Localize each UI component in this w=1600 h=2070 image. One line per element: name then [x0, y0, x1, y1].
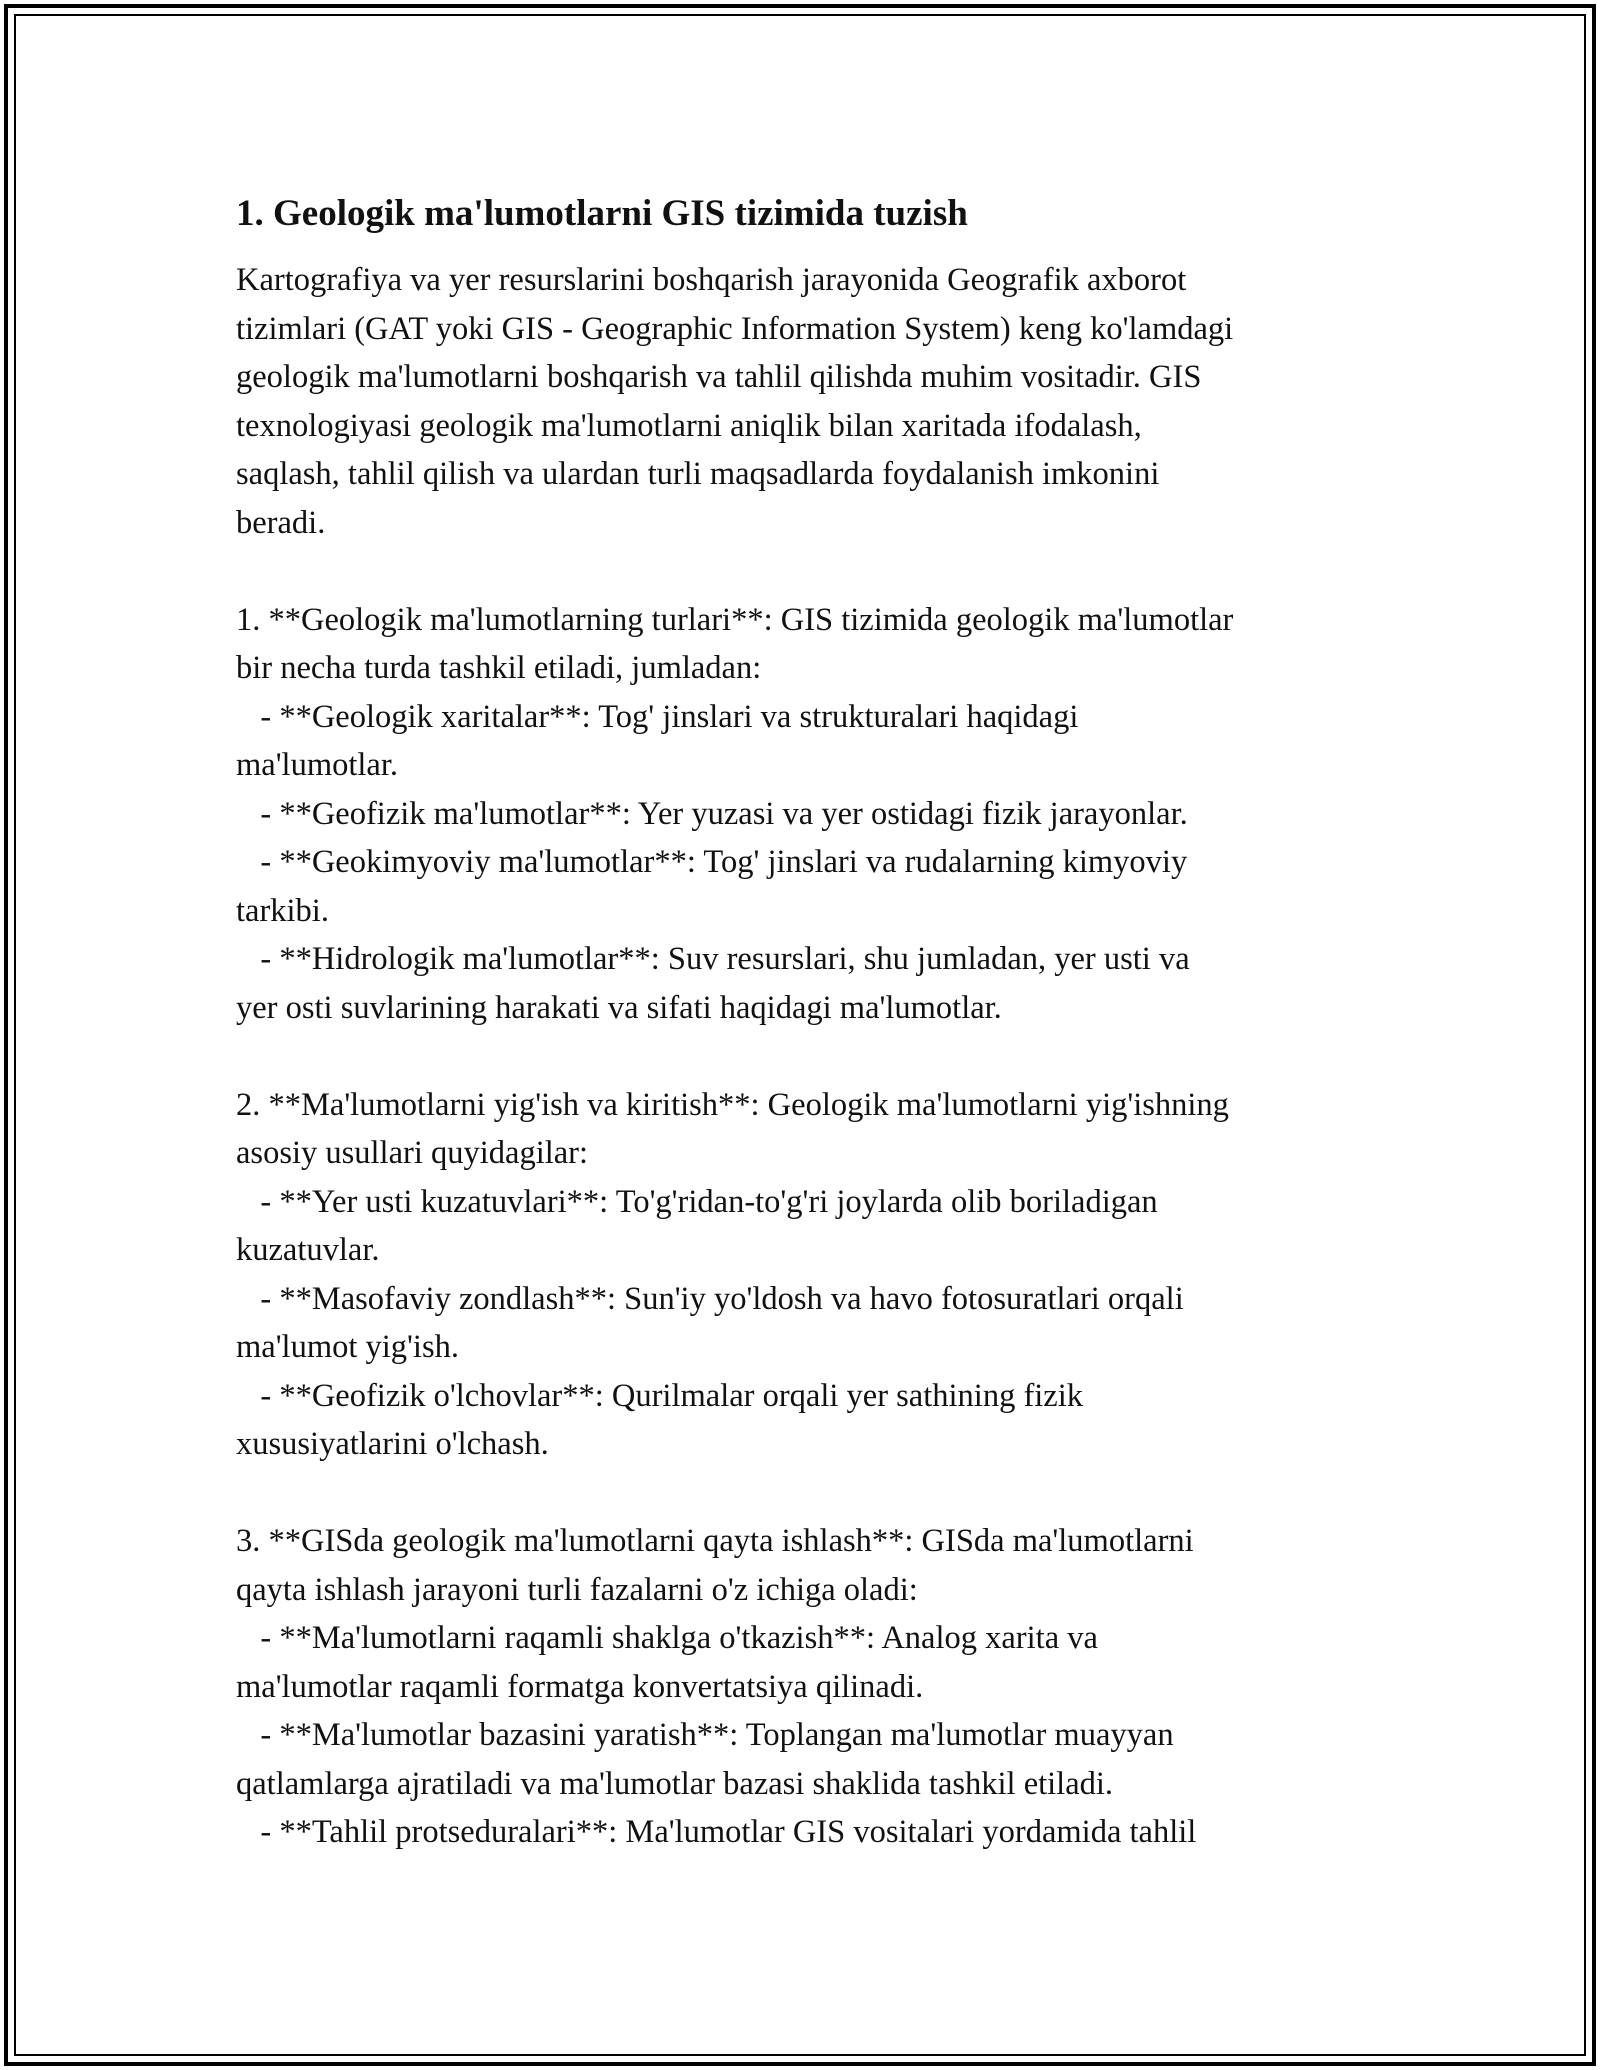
paragraph-gap	[236, 547, 1376, 596]
paragraph-gap	[236, 1469, 1376, 1518]
document-body	[236, 188, 1376, 1857]
intro-paragraph: Kartografiya va yer resurslarini boshqarish jarayonida Geografik axborot tizimlari (GAT yoki GIS - Geographic Information System) keng ko'lamdagi geologik ma'lumotlarni boshqarish va tahlil qilishda muhim vositadir. GIS texnologiyasi geologik ma'lumotlarni aniqlik bilan xaritada ifodalash, saqlash, tahlil qilish va ulardan turli maqsadlarda foydalanish imkonini beradi.	[236, 262, 1234, 541]
section-data-collection: 2. **Ma'lumotlarni yig'ish va kiritish**: Geologik ma'lumotlarni yig'ishning asosiy usullari quyidagilar: - **Yer usti kuzatuvlari**: To'g'ridan-to'g'ri joylarda olib boriladigan kuzatuvlar. - **Masofaviy zondlash**: Sun'iy yo'ldosh va havo fotosuratlari orqali ma'lumot yig'ish. - **Geofizik o'lchovlar**: Qurilmalar orqali yer sathining fizik xususiyatlarini o'lchash.	[236, 1086, 1229, 1462]
section-data-processing: 3. **GISda geologik ma'lumotlarni qayta ishlash**: GISda ma'lumotlarni qayta ishlash jarayoni turli fazalarni o'z ichiga oladi: - **Ma'lumotlarni raqamli shaklga o'tkazish**: Analog xarita va ma'lumotlar raqamli formatga konvertatsiya qilinadi. - **Ma'lumotlar bazasini yaratish**: Toplangan ma'lumotlar muayyan qatlamlarga ajratiladi va ma'lumotlar bazasi shaklida tashkil etiladi. - **Tahlil protseduralari**: Ma'lumotlar GIS vositalari yordamida tahlil	[236, 1523, 1197, 1850]
document-title: 1. Geologik ma'lumotlarni GIS tizimida tuzish	[236, 193, 968, 234]
paragraph-gap	[236, 1032, 1376, 1081]
section-data-types: 1. **Geologik ma'lumotlarning turlari**: GIS tizimida geologik ma'lumotlar bir necha turda tashkil etiladi, jumladan: - **Geologik xaritalar**: Tog' jinslari va strukturalari haqidagi ma'lumotlar. - **Geofizik ma'lumotlar**: Yer yuzasi va yer ostidagi fizik jarayonlar. - **Geokimyoviy ma'lumotlar**: Tog' jinslari va rudalarning kimyoviy tarkibi. - **Hidrologik ma'lumotlar**: Suv resurslari, shu jumladan, yer usti va yer osti suvlarining harakati va sifati haqidagi ma'lumotlar.	[236, 601, 1234, 1026]
